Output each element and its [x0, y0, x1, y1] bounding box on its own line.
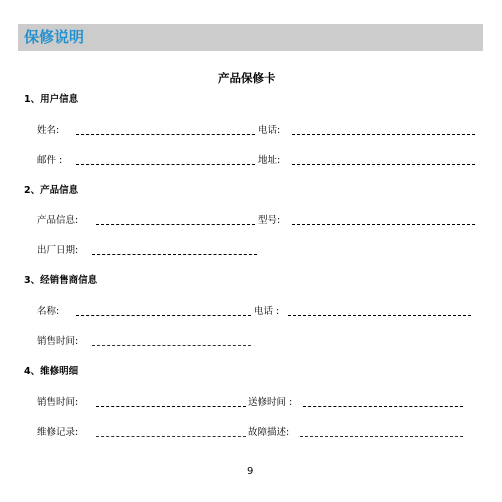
card-title: 产品保修卡 [218, 71, 276, 85]
product-model-field[interactable] [292, 224, 475, 225]
user-phone-field[interactable] [292, 134, 475, 135]
header-bar [18, 24, 483, 51]
dealer-phone-label: 电话 : [254, 306, 280, 317]
repair-record-label: 维修记录: [37, 427, 79, 438]
dealer-phone-field[interactable] [288, 315, 471, 316]
user-email-label: 邮件 : [37, 155, 63, 166]
product-info-label: 产品信息: [37, 215, 79, 226]
product-date-field[interactable] [92, 254, 257, 255]
user-email-field[interactable] [76, 164, 255, 165]
user-name-field[interactable] [76, 134, 255, 135]
section-user-title: 1、用户信息 [24, 94, 79, 105]
user-address-label: 地址: [258, 155, 281, 166]
repair-sale-time-label: 销售时间: [37, 397, 79, 408]
user-address-field[interactable] [292, 164, 475, 165]
section-product-title: 2、产品信息 [24, 185, 79, 196]
page-number: 9 [247, 466, 254, 477]
user-phone-label: 电话: [258, 125, 281, 136]
dealer-sale-time-field[interactable] [92, 345, 251, 346]
product-info-field[interactable] [96, 224, 255, 225]
user-name-label: 姓名: [37, 125, 60, 136]
header-title: 保修说明 [24, 28, 85, 46]
product-date-label: 出厂日期: [37, 245, 79, 256]
repair-record-field[interactable] [96, 436, 246, 437]
repair-fault-label: 故障描述: [248, 427, 290, 438]
section-dealer-title: 3、经销售商信息 [24, 275, 98, 286]
repair-send-time-field[interactable] [303, 406, 463, 407]
section-repair-title: 4、维修明细 [24, 366, 79, 377]
repair-fault-field[interactable] [300, 436, 463, 437]
dealer-name-label: 名称: [37, 306, 60, 317]
dealer-name-field[interactable] [76, 315, 251, 316]
product-model-label: 型号: [258, 215, 281, 226]
repair-sale-time-field[interactable] [96, 406, 246, 407]
repair-send-time-label: 送修时间 : [248, 397, 293, 408]
dealer-sale-time-label: 销售时间: [37, 336, 79, 347]
